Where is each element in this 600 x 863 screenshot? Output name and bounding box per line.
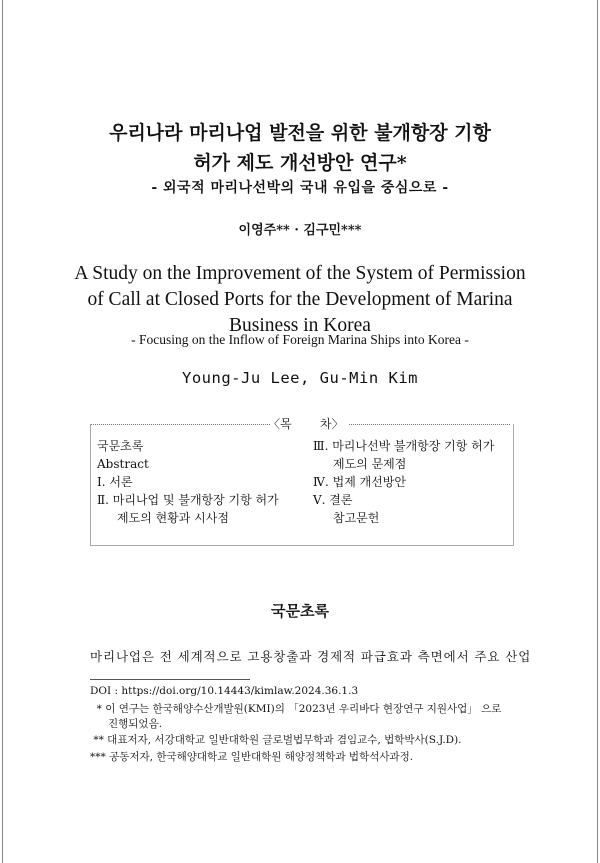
- toc-item: Ⅴ. 결론: [313, 493, 353, 507]
- footnote-1: * 이 연구는 한국해양수산개발원(KMI)의 「2023년 우리바다 현장연구 지원사업」 으로: [90, 703, 502, 715]
- abstract-title: 국문초록: [271, 602, 329, 620]
- toc-item: Ⅲ. 마리나선박 불개항장 기항 허가: [313, 439, 495, 453]
- footnote-1-continuation: 진행되었음.: [108, 718, 163, 730]
- korean-title: [60, 118, 540, 178]
- toc-item: 제도의 문제점: [333, 457, 407, 471]
- toc-item: 국문초록: [97, 439, 144, 453]
- footnote-2: ** 대표저자, 서강대학교 일반대학원 글로벌법무학과 겸임교수, 법학박사(S.J.D).: [90, 734, 462, 746]
- korean-authors: 이영주** · 김구민***: [238, 223, 362, 238]
- toc-item: Abstract: [97, 457, 149, 471]
- page-border-left: [2, 0, 3, 863]
- toc-item: Ⅰ. 서론: [97, 475, 133, 489]
- english-title-line3: Business in Korea: [229, 315, 371, 336]
- footnote-rule: [90, 679, 250, 680]
- toc-item: 제도의 현황과 시사점: [117, 511, 229, 525]
- korean-subtitle: - 외국적 마리나선박의 국내 유입을 중심으로 -: [151, 180, 449, 196]
- english-authors: Young-Ju Lee, Gu-Min Kim: [182, 369, 418, 387]
- toc-heading-left: 〈목: [268, 417, 292, 431]
- toc-heading-right: 차〉: [320, 417, 344, 431]
- toc-item: Ⅳ. 법제 개선방안: [313, 475, 406, 489]
- english-subtitle: - Focusing on the Inflow of Foreign Marina Ships into Korea -: [131, 332, 469, 347]
- english-title-line1: A Study on the Improvement of the System of Permission: [74, 263, 526, 284]
- korean-title-line1: 우리나라 마리나업 발전을 위한 불개항장 기항: [109, 122, 491, 144]
- english-title-line2: of Call at Closed Ports for the Development of Marina: [87, 289, 513, 310]
- doi-line: DOI : https://doi.org/10.14443/kimlaw.2024.36.1.3: [90, 685, 359, 697]
- toc-right-column: [313, 437, 494, 527]
- footnote-3: *** 공동저자, 한국해양대학교 일반대학원 해양정책학과 법학석사과정.: [90, 751, 414, 763]
- toc-left-column: [97, 437, 279, 527]
- toc-item: Ⅱ. 마리나업 및 불개항장 기항 허가: [97, 493, 279, 507]
- english-title: [50, 261, 550, 339]
- korean-title-line2: 허가 제도 개선방안 연구*: [193, 152, 407, 174]
- page-border-right: [597, 0, 598, 863]
- abstract-first-line: 마리나업은 전 세계적으로 고용창출과 경제적 파급효과 측면에서 주요 산업: [90, 649, 532, 664]
- toc-item: 참고문헌: [333, 511, 380, 525]
